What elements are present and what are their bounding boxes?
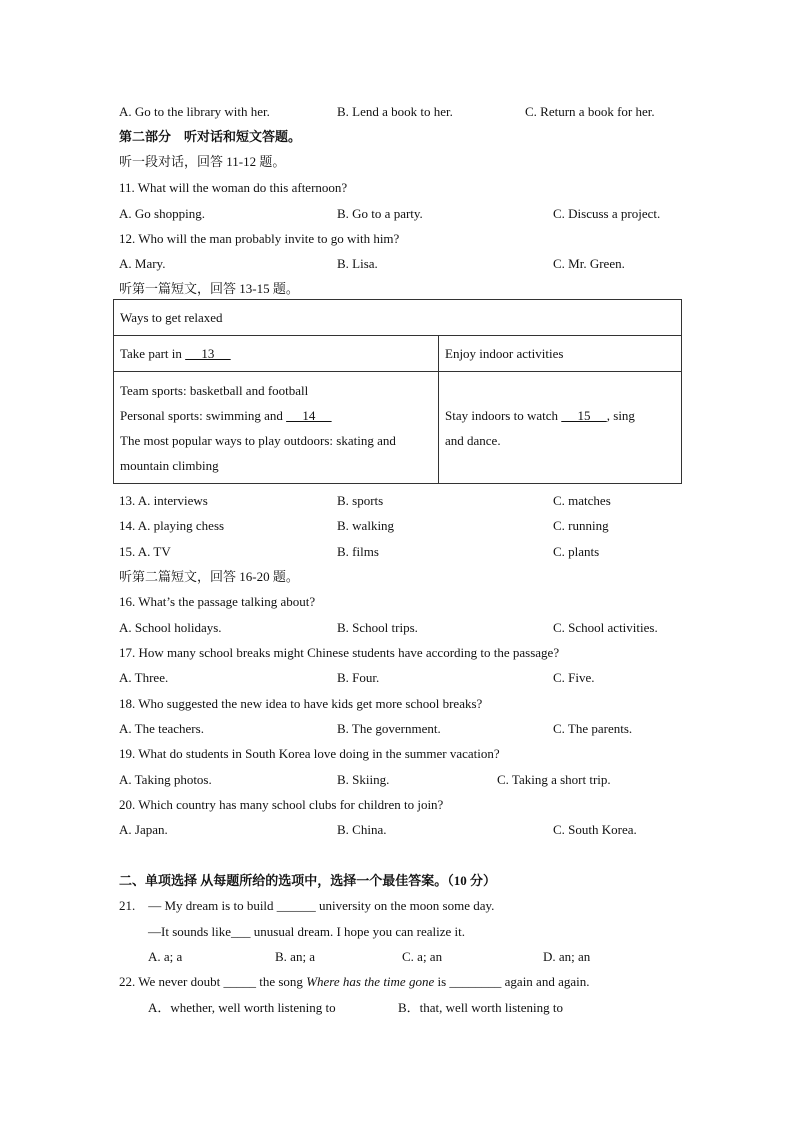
q17-option-c: C. Five. xyxy=(553,670,595,685)
q13-option-c: C. matches xyxy=(553,493,611,508)
q10-option-c: C. Return a book for her. xyxy=(525,104,655,119)
q18-option-a: A. The teachers. xyxy=(119,721,204,736)
q12-option-c: C. Mr. Green. xyxy=(553,256,625,271)
q13-option-a: 13. A. interviews xyxy=(119,493,208,508)
relax-table xyxy=(113,299,682,484)
outdoor-ways-line-2: mountain climbing xyxy=(120,457,219,473)
q19-option-a: A. Taking photos. xyxy=(119,772,212,787)
q18-option-c: C. The parents. xyxy=(553,721,633,736)
personal-sports-text: Personal sports: swimming and xyxy=(120,407,287,423)
q15-option-c: C. plants xyxy=(553,544,600,559)
q19-option-b: B. Skiing. xyxy=(337,772,390,787)
q17-option-b: B. Four. xyxy=(337,670,380,685)
blank-14: 14 xyxy=(286,407,332,423)
table-left-body xyxy=(114,372,439,484)
q19-option-c: C. Taking a short trip. xyxy=(497,772,611,787)
q12-stem: 12. Who will the man probably invite to go with him? xyxy=(119,231,400,246)
indoor-line-2: and dance. xyxy=(445,432,501,448)
personal-sports-line xyxy=(120,403,432,428)
q16-stem: 16. What’s the passage talking about? xyxy=(119,594,316,609)
q19-stem: 19. What do students in South Korea love doing in the summer vacation? xyxy=(119,746,500,761)
q16-option-a: A. School holidays. xyxy=(119,620,222,635)
q15-option-b: B. films xyxy=(337,544,379,559)
q11-stem: 11. What will the woman do this afternoon? xyxy=(119,180,348,195)
q20-option-b: B. China. xyxy=(337,822,387,837)
q10-option-b: B. Lend a book to her. xyxy=(337,104,453,119)
q13-option-b: B. sports xyxy=(337,493,384,508)
section2-title: 二、单项选择 从每题所给的选项中，选择一个最佳答案。（10 分） xyxy=(119,873,497,888)
q16-option-c: C. School activities. xyxy=(553,620,658,635)
passage1-instruction: 听第一篇短文，回答 13-15 题。 xyxy=(119,281,299,296)
q20-option-a: A. Japan. xyxy=(119,822,168,837)
table-right-header: Enjoy indoor activities xyxy=(439,336,682,372)
q17-stem: 17. How many school breaks might Chinese students have according to the passage? xyxy=(119,645,560,660)
table-left-header xyxy=(114,336,439,372)
table-right-body xyxy=(439,372,682,484)
q12-option-a: A. Mary. xyxy=(119,256,166,271)
q14-option-c: C. running xyxy=(553,518,609,533)
left-header-text: Take part in xyxy=(120,346,186,361)
q21-line1: 21. — My dream is to build ______ university on the moon some day. xyxy=(119,898,495,913)
part2-title: 第二部分 听对话和短文答题。 xyxy=(119,129,302,144)
q10-option-a: A. Go to the library with her. xyxy=(119,104,270,119)
q11-option-a: A. Go shopping. xyxy=(119,206,205,221)
indoor-text: Stay indoors to watch xyxy=(445,407,562,423)
q22-stem-suffix: is ________ again and again. xyxy=(434,974,590,989)
q16-option-b: B. School trips. xyxy=(337,620,418,635)
q21-line2: —It sounds like___ unusual dream. I hope you can realize it. xyxy=(148,924,465,939)
q21-option-d: D. an; an xyxy=(543,949,591,964)
q21-option-a: A. a; a xyxy=(148,949,183,964)
q11-option-c: C. Discuss a project. xyxy=(553,206,661,221)
q20-stem: 20. Which country has many school clubs for children to join? xyxy=(119,797,444,812)
outdoor-ways-line: The most popular ways to play outdoors: skating and xyxy=(120,432,396,448)
q22-stem xyxy=(119,974,589,990)
q18-option-b: B. The government. xyxy=(337,721,441,736)
q22-option-a: A．whether, well worth listening to xyxy=(148,1000,336,1015)
q12-option-b: B. Lisa. xyxy=(337,256,378,271)
q11-option-b: B. Go to a party. xyxy=(337,206,423,221)
q22-option-b: B．that, well worth listening to xyxy=(398,1000,564,1015)
q22-stem-prefix: 22. We never doubt _____ the song xyxy=(119,974,307,989)
q14-option-b: B. walking xyxy=(337,518,395,533)
indoor-suffix: , sing xyxy=(606,407,635,423)
q17-option-a: A. Three. xyxy=(119,670,169,685)
q21-option-b: B. an; a xyxy=(275,949,316,964)
q14-option-a: 14. A. playing chess xyxy=(119,518,225,533)
blank-15: 15 xyxy=(561,407,607,423)
q22-song-title: Where has the time gone xyxy=(306,974,435,989)
passage2-instruction: 听第二篇短文，回答 16-20 题。 xyxy=(119,569,299,584)
blank-13: 13 xyxy=(185,346,231,361)
q21-option-c: C. a; an xyxy=(402,949,443,964)
indoor-line xyxy=(445,403,675,428)
q15-option-a: 15. A. TV xyxy=(119,544,171,559)
dialog-instruction: 听一段对话，回答 11-12 题。 xyxy=(119,154,286,169)
q18-stem: 18. Who suggested the new idea to have kids get more school breaks? xyxy=(119,696,483,711)
table-title: Ways to get relaxed xyxy=(114,300,682,336)
team-sports-line: Team sports: basketball and football xyxy=(120,382,309,398)
q20-option-c: C. South Korea. xyxy=(553,822,637,837)
